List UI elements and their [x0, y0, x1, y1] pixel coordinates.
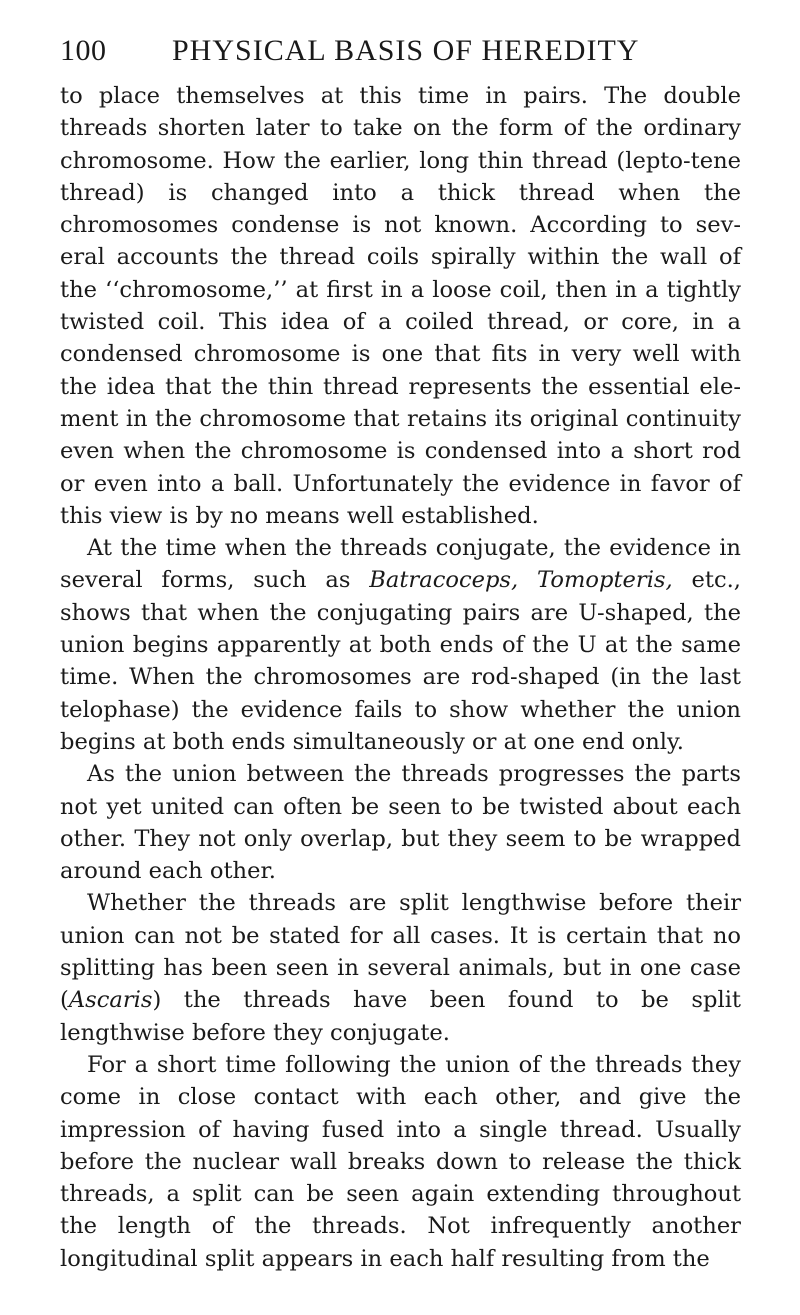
paragraph — [60, 80, 741, 532]
species-names: Batracoceps, Tomopteris, — [369, 567, 673, 594]
paragraph-text: ) the threads have been found to be split lengthwise before they conjugate. — [60, 987, 741, 1046]
paragraph — [60, 1049, 741, 1275]
paragraph — [60, 887, 741, 1048]
paragraph-text: to place themselves at this time in pairs. The double threads shorten later to take on the form of the ordinary chromosome. How the earlier, long thin thread (lepto-tene thread) is changed into a thick thread when the chromosomes condense is not known. According to sev-eral accounts the thread coils spirally within the wall of the ‘‘chromosome,’’ at first in a loose coil, then in a tightly twisted coil. This idea of a coiled thread, or core, in a condensed chromosome is one that fits in very well with the idea that the thin thread represents the essential ele-ment in the chromosome that retains its original continuity even when the chromosome is condensed into a short rod or even into a ball. Unfortunately the evidence in favor of this view is by no means well established. — [60, 83, 741, 529]
species-name: Ascaris — [68, 987, 153, 1014]
page-number: 100 — [60, 34, 107, 67]
running-head: PHYSICAL BASIS OF HEREDITY — [172, 34, 640, 67]
paragraph-text: etc., shows that when the conjugating pairs are U-shaped, the union begins apparently at both ends of the U at the same time. When the chromosomes are rod-shaped (in the last telophase) the evidence fails to show whether the union begins at both ends simultaneously or at one end only. — [60, 567, 741, 755]
page-header — [60, 34, 742, 70]
paragraph — [60, 758, 741, 887]
paragraph-text: For a short time following the union of the threads they come in close contact with each other, and give the impression of having fused into a single thread. Usually before the nuclear wall breaks down to release the thick threads, a split can be seen again extending throughout the length of the threads. Not infrequently another longitudinal split appears in each half resulting from the — [60, 1051, 741, 1272]
paragraph-text: As the union between the threads progresses the parts not yet united can often be seen to be twisted about each other. They not only overlap, but they seem to be wrapped around each other. — [60, 761, 741, 885]
paragraph — [60, 532, 741, 758]
paragraph-text: At the time when the threads conjugate, the evidence in several forms, such as — [60, 535, 741, 594]
paragraph-text: Whether the threads are split lengthwise before their union can not be stated for all cases. It is certain that no splitting has been seen in several animals, but in one case ( — [60, 890, 741, 1014]
body-text — [60, 80, 741, 1275]
